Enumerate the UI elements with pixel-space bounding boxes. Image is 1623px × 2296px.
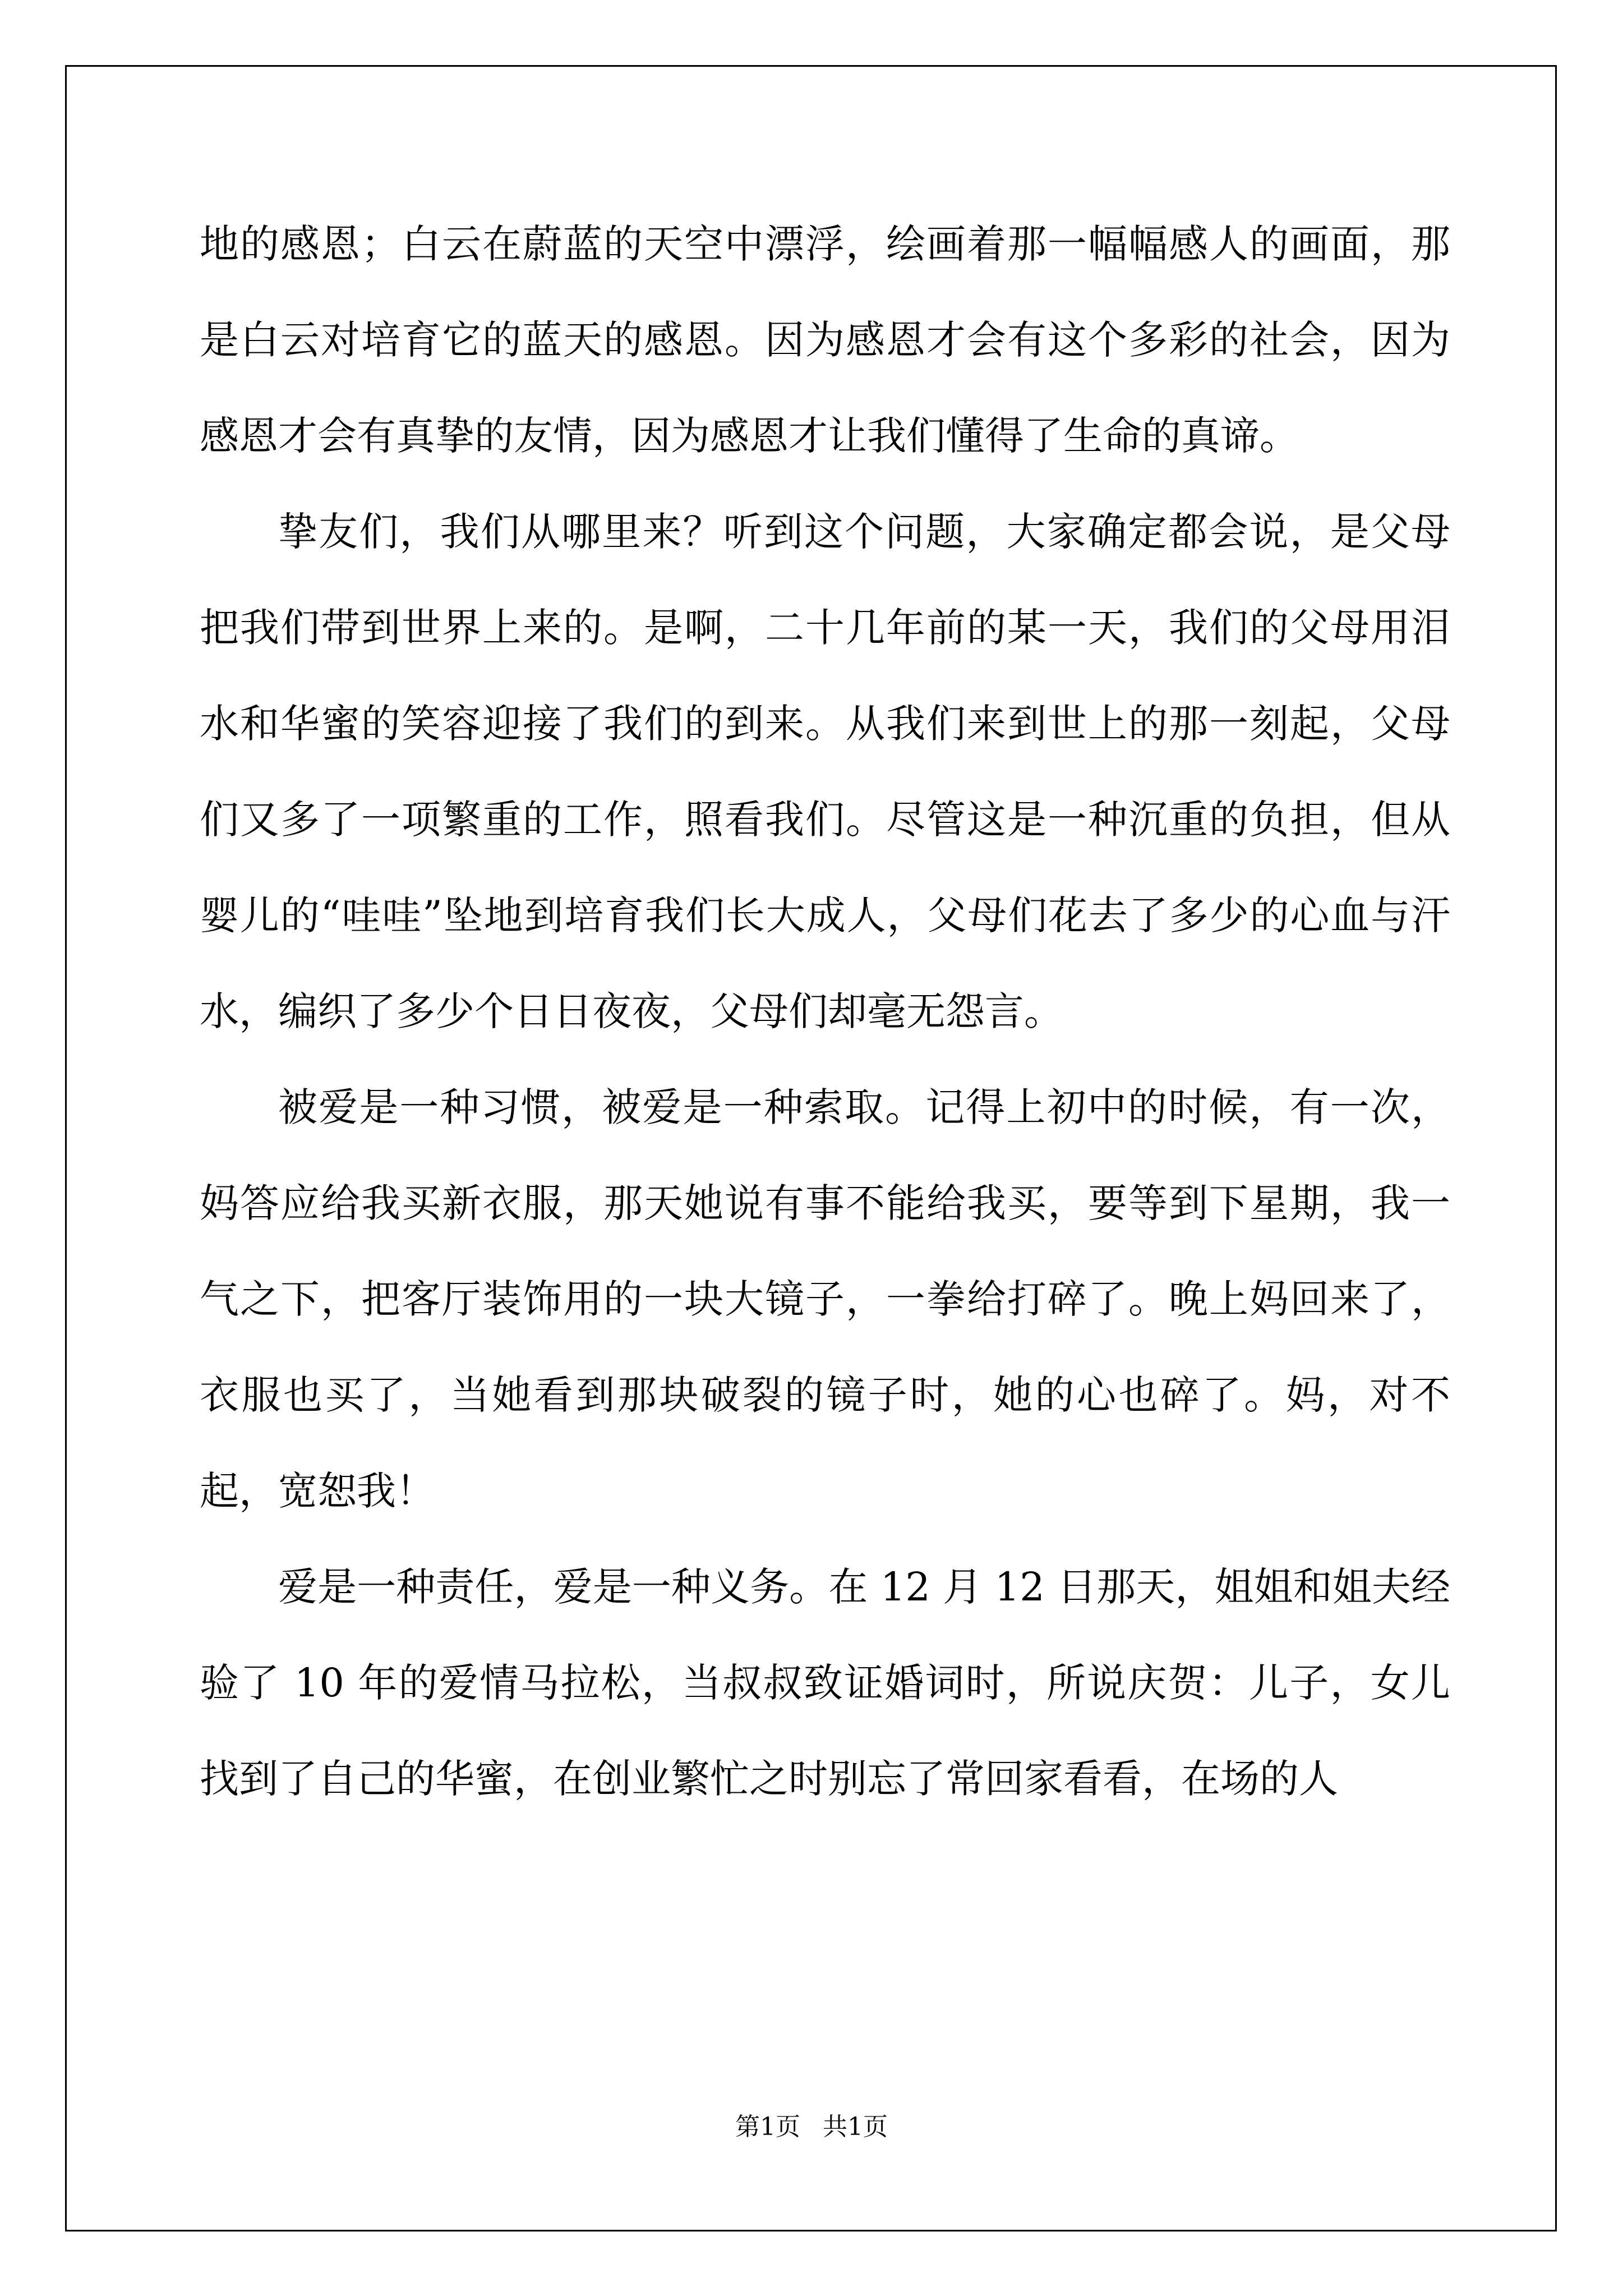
- paragraph-1: 地的感恩；白云在蔚蓝的天空中漂浮，绘画着那一幅幅感人的画面，那是白云对培育它的蓝天的感恩。因为感恩才会有这个多彩的社会，因为感恩才会有真挚的友情，因为感恩才让我们懂得了生命的真谛。: [200, 221, 1450, 459]
- paragraph-2: 挚友们，我们从哪里来？听到这个问题，大家确定都会说，是父母把我们带到世界上来的。是啊，二十几年前的某一天，我们的父母用泪水和华蜜的笑容迎接了我们的到来。从我们来到世上的那一刻起，父母们又多了一项繁重的工作，照看我们。尽管这是一种沉重的负担，但从婴儿的“哇哇”坠地到培育我们长大成人，父母们花去了多少的心血与汗水，编织了多少个日日夜夜，父母们却毫无怨言。: [200, 509, 1450, 1034]
- page-number-total: 共1页: [823, 2113, 888, 2141]
- document-body: [200, 196, 1450, 1827]
- paragraph-3: 被爱是一种习惯，被爱是一种索取。记得上初中的时候，有一次，妈答应给我买新衣服，那天她说有事不能给我买，要等到下星期，我一气之下，把客厅装饰用的一块大镜子，一拳给打碎了。晚上妈回来了，衣服也买了，当她看到那块破裂的镜子时，她的心也碎了。妈，对不起，宽恕我！: [200, 1084, 1450, 1514]
- page-number-current: 第1页: [735, 2113, 800, 2141]
- paragraph-4: 爱是一种责任，爱是一种义务。在 12 月 12 日那天，姐姐和姐夫经验了 10 年的爱情马拉松，当叔叔致证婚词时，所说庆贺：儿子，女儿找到了自己的华蜜，在创业繁忙之时别忘了常回家看看，在场的人: [200, 1564, 1450, 1802]
- page-footer: [0, 2110, 1623, 2144]
